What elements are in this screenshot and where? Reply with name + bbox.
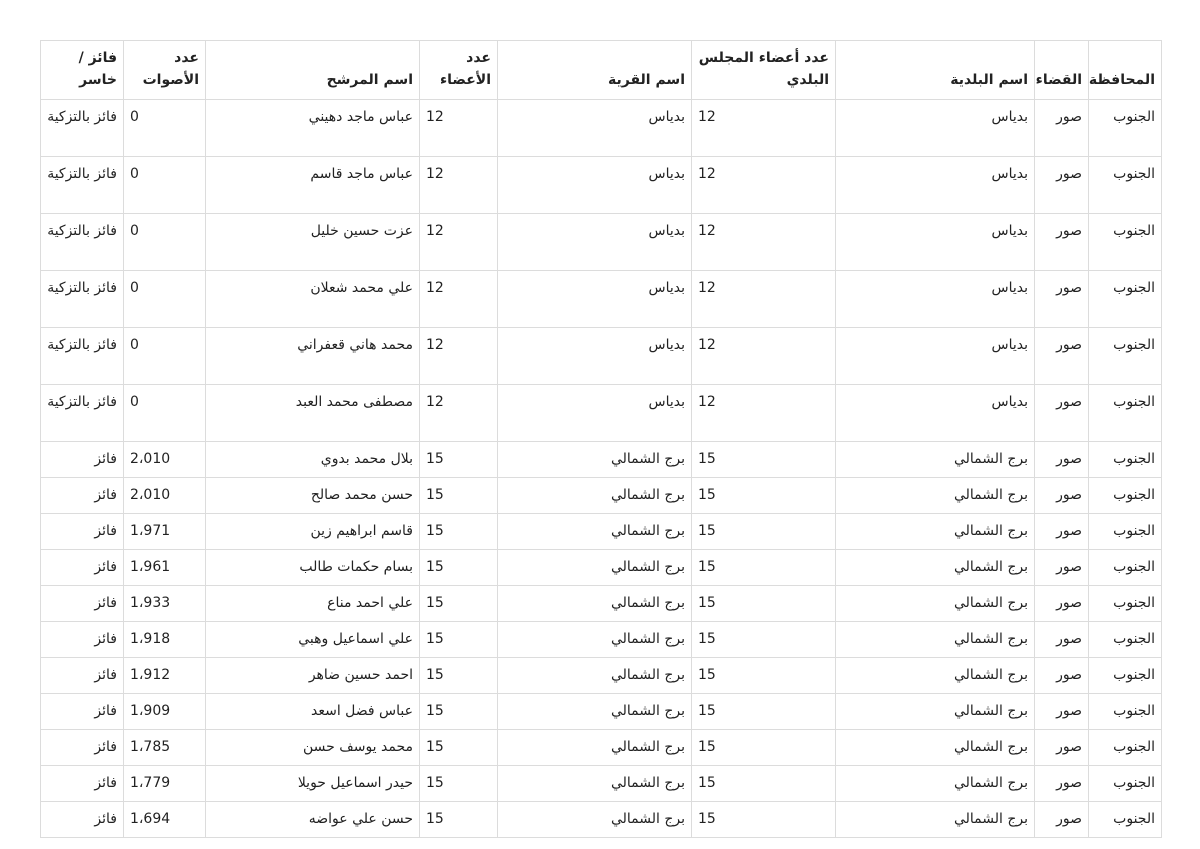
cell-members: 12	[420, 328, 498, 385]
cell-municipality: بدياس	[836, 157, 1035, 214]
cell-votes: 2،010	[124, 442, 206, 478]
results-document	[40, 40, 1161, 838]
cell-council-members: 12	[692, 157, 836, 214]
cell-district: صور	[1035, 442, 1089, 478]
cell-municipality: برج الشمالي	[836, 550, 1035, 586]
cell-result: فائز	[41, 658, 124, 694]
cell-members: 15	[420, 730, 498, 766]
cell-district: صور	[1035, 100, 1089, 157]
cell-municipality: بدياس	[836, 271, 1035, 328]
cell-village: بدياس	[498, 385, 692, 442]
cell-members: 15	[420, 694, 498, 730]
cell-district: صور	[1035, 271, 1089, 328]
cell-members: 15	[420, 514, 498, 550]
cell-votes: 1،912	[124, 658, 206, 694]
table-row	[41, 478, 1162, 514]
cell-result: فائز	[41, 478, 124, 514]
cell-village: بدياس	[498, 100, 692, 157]
cell-candidate: قاسم ابراهيم زين	[206, 514, 420, 550]
cell-governorate: الجنوب	[1089, 514, 1162, 550]
cell-candidate: محمد يوسف حسن	[206, 730, 420, 766]
cell-village: بدياس	[498, 271, 692, 328]
cell-district: صور	[1035, 694, 1089, 730]
header-members: عدد الأعضاء	[420, 41, 498, 100]
cell-votes: 1،785	[124, 730, 206, 766]
cell-governorate: الجنوب	[1089, 694, 1162, 730]
cell-governorate: الجنوب	[1089, 766, 1162, 802]
cell-council-members: 12	[692, 385, 836, 442]
cell-district: صور	[1035, 730, 1089, 766]
cell-candidate: حسن محمد صالح	[206, 478, 420, 514]
cell-votes: 1،918	[124, 622, 206, 658]
cell-council-members: 15	[692, 442, 836, 478]
cell-governorate: الجنوب	[1089, 157, 1162, 214]
cell-votes: 1،779	[124, 766, 206, 802]
cell-candidate: محمد هاني قعفراني	[206, 328, 420, 385]
cell-governorate: الجنوب	[1089, 385, 1162, 442]
cell-members: 15	[420, 766, 498, 802]
cell-council-members: 15	[692, 658, 836, 694]
cell-municipality: بدياس	[836, 385, 1035, 442]
cell-district: صور	[1035, 328, 1089, 385]
cell-governorate: الجنوب	[1089, 586, 1162, 622]
cell-governorate: الجنوب	[1089, 622, 1162, 658]
cell-candidate: عزت حسين خليل	[206, 214, 420, 271]
cell-votes: 1،971	[124, 514, 206, 550]
table-row	[41, 766, 1162, 802]
table-row	[41, 550, 1162, 586]
cell-governorate: الجنوب	[1089, 271, 1162, 328]
cell-candidate: مصطفى محمد العبد	[206, 385, 420, 442]
cell-council-members: 15	[692, 622, 836, 658]
cell-votes: 0	[124, 214, 206, 271]
cell-village: برج الشمالي	[498, 658, 692, 694]
cell-council-members: 15	[692, 802, 836, 838]
cell-district: صور	[1035, 658, 1089, 694]
cell-council-members: 15	[692, 586, 836, 622]
cell-result: فائز	[41, 622, 124, 658]
cell-municipality: بدياس	[836, 214, 1035, 271]
table-row	[41, 802, 1162, 838]
cell-council-members: 12	[692, 271, 836, 328]
cell-votes: 1،961	[124, 550, 206, 586]
cell-municipality: برج الشمالي	[836, 514, 1035, 550]
cell-result: فائز	[41, 514, 124, 550]
cell-result: فائز	[41, 802, 124, 838]
cell-candidate: علي احمد مناع	[206, 586, 420, 622]
cell-municipality: بدياس	[836, 328, 1035, 385]
cell-votes: 0	[124, 385, 206, 442]
cell-council-members: 15	[692, 694, 836, 730]
cell-municipality: برج الشمالي	[836, 478, 1035, 514]
cell-result: فائز بالتزكية	[41, 328, 124, 385]
cell-council-members: 15	[692, 730, 836, 766]
cell-members: 15	[420, 550, 498, 586]
cell-council-members: 12	[692, 100, 836, 157]
cell-candidate: عباس ماجد قاسم	[206, 157, 420, 214]
header-municipality: اسم البلدية	[836, 41, 1035, 100]
cell-result: فائز	[41, 586, 124, 622]
cell-result: فائز بالتزكية	[41, 214, 124, 271]
cell-village: برج الشمالي	[498, 694, 692, 730]
cell-governorate: الجنوب	[1089, 658, 1162, 694]
cell-council-members: 15	[692, 514, 836, 550]
cell-members: 12	[420, 214, 498, 271]
cell-governorate: الجنوب	[1089, 478, 1162, 514]
cell-district: صور	[1035, 385, 1089, 442]
cell-municipality: بدياس	[836, 100, 1035, 157]
header-district: القضاء	[1035, 41, 1089, 100]
table-row	[41, 157, 1162, 214]
cell-candidate: بسام حكمات طالب	[206, 550, 420, 586]
cell-municipality: برج الشمالي	[836, 694, 1035, 730]
cell-village: برج الشمالي	[498, 442, 692, 478]
cell-result: فائز بالتزكية	[41, 100, 124, 157]
header-governorate: المحافظة	[1089, 41, 1162, 100]
cell-result: فائز بالتزكية	[41, 385, 124, 442]
cell-members: 12	[420, 271, 498, 328]
cell-district: صور	[1035, 802, 1089, 838]
cell-council-members: 12	[692, 328, 836, 385]
cell-council-members: 12	[692, 214, 836, 271]
table-row	[41, 100, 1162, 157]
cell-candidate: حسن علي عواضه	[206, 802, 420, 838]
cell-governorate: الجنوب	[1089, 550, 1162, 586]
cell-governorate: الجنوب	[1089, 328, 1162, 385]
cell-result: فائز	[41, 730, 124, 766]
cell-village: برج الشمالي	[498, 586, 692, 622]
cell-result: فائز بالتزكية	[41, 157, 124, 214]
cell-votes: 1،909	[124, 694, 206, 730]
cell-votes: 2،010	[124, 478, 206, 514]
cell-votes: 0	[124, 328, 206, 385]
cell-village: برج الشمالي	[498, 622, 692, 658]
table-row	[41, 442, 1162, 478]
cell-candidate: علي اسماعيل وهبي	[206, 622, 420, 658]
table-header-row	[41, 41, 1162, 100]
cell-result: فائز	[41, 766, 124, 802]
cell-district: صور	[1035, 550, 1089, 586]
cell-members: 12	[420, 385, 498, 442]
cell-members: 15	[420, 658, 498, 694]
cell-candidate: علي محمد شعلان	[206, 271, 420, 328]
cell-candidate: حيدر اسماعيل حويلا	[206, 766, 420, 802]
cell-village: بدياس	[498, 214, 692, 271]
cell-votes: 1،694	[124, 802, 206, 838]
cell-members: 12	[420, 157, 498, 214]
cell-result: فائز	[41, 442, 124, 478]
cell-village: برج الشمالي	[498, 766, 692, 802]
cell-governorate: الجنوب	[1089, 730, 1162, 766]
cell-municipality: برج الشمالي	[836, 622, 1035, 658]
cell-council-members: 15	[692, 478, 836, 514]
cell-village: برج الشمالي	[498, 478, 692, 514]
cell-governorate: الجنوب	[1089, 442, 1162, 478]
cell-municipality: برج الشمالي	[836, 802, 1035, 838]
cell-members: 15	[420, 442, 498, 478]
cell-village: برج الشمالي	[498, 802, 692, 838]
table-row	[41, 328, 1162, 385]
table-row	[41, 730, 1162, 766]
cell-village: بدياس	[498, 157, 692, 214]
cell-district: صور	[1035, 622, 1089, 658]
table-row	[41, 385, 1162, 442]
cell-votes: 0	[124, 100, 206, 157]
cell-members: 15	[420, 478, 498, 514]
header-result: فائز / خاسر	[41, 41, 124, 100]
cell-members: 12	[420, 100, 498, 157]
cell-governorate: الجنوب	[1089, 214, 1162, 271]
election-results-table	[40, 40, 1162, 838]
cell-candidate: عباس فضل اسعد	[206, 694, 420, 730]
cell-votes: 1،933	[124, 586, 206, 622]
cell-district: صور	[1035, 586, 1089, 622]
cell-candidate: عباس ماجد دهيني	[206, 100, 420, 157]
table-row	[41, 694, 1162, 730]
table-row	[41, 214, 1162, 271]
table-body	[41, 100, 1162, 838]
table-row	[41, 514, 1162, 550]
cell-votes: 0	[124, 157, 206, 214]
cell-members: 15	[420, 586, 498, 622]
cell-council-members: 15	[692, 550, 836, 586]
cell-result: فائز	[41, 550, 124, 586]
table-row	[41, 586, 1162, 622]
header-council-members: عدد أعضاء المجلس البلدي	[692, 41, 836, 100]
cell-municipality: برج الشمالي	[836, 766, 1035, 802]
cell-village: برج الشمالي	[498, 514, 692, 550]
cell-candidate: احمد حسين ضاهر	[206, 658, 420, 694]
cell-governorate: الجنوب	[1089, 802, 1162, 838]
cell-village: برج الشمالي	[498, 730, 692, 766]
cell-village: برج الشمالي	[498, 550, 692, 586]
table-row	[41, 271, 1162, 328]
header-village: اسم القرية	[498, 41, 692, 100]
cell-municipality: برج الشمالي	[836, 586, 1035, 622]
header-candidate: اسم المرشح	[206, 41, 420, 100]
cell-district: صور	[1035, 157, 1089, 214]
cell-municipality: برج الشمالي	[836, 658, 1035, 694]
cell-governorate: الجنوب	[1089, 100, 1162, 157]
cell-village: بدياس	[498, 328, 692, 385]
cell-council-members: 15	[692, 766, 836, 802]
cell-members: 15	[420, 622, 498, 658]
cell-members: 15	[420, 802, 498, 838]
cell-result: فائز بالتزكية	[41, 271, 124, 328]
cell-district: صور	[1035, 766, 1089, 802]
table-row	[41, 658, 1162, 694]
cell-district: صور	[1035, 514, 1089, 550]
cell-municipality: برج الشمالي	[836, 730, 1035, 766]
cell-votes: 0	[124, 271, 206, 328]
header-votes: عدد الأصوات	[124, 41, 206, 100]
cell-result: فائز	[41, 694, 124, 730]
cell-district: صور	[1035, 214, 1089, 271]
table-row	[41, 622, 1162, 658]
cell-district: صور	[1035, 478, 1089, 514]
cell-municipality: برج الشمالي	[836, 442, 1035, 478]
cell-candidate: بلال محمد بدوي	[206, 442, 420, 478]
